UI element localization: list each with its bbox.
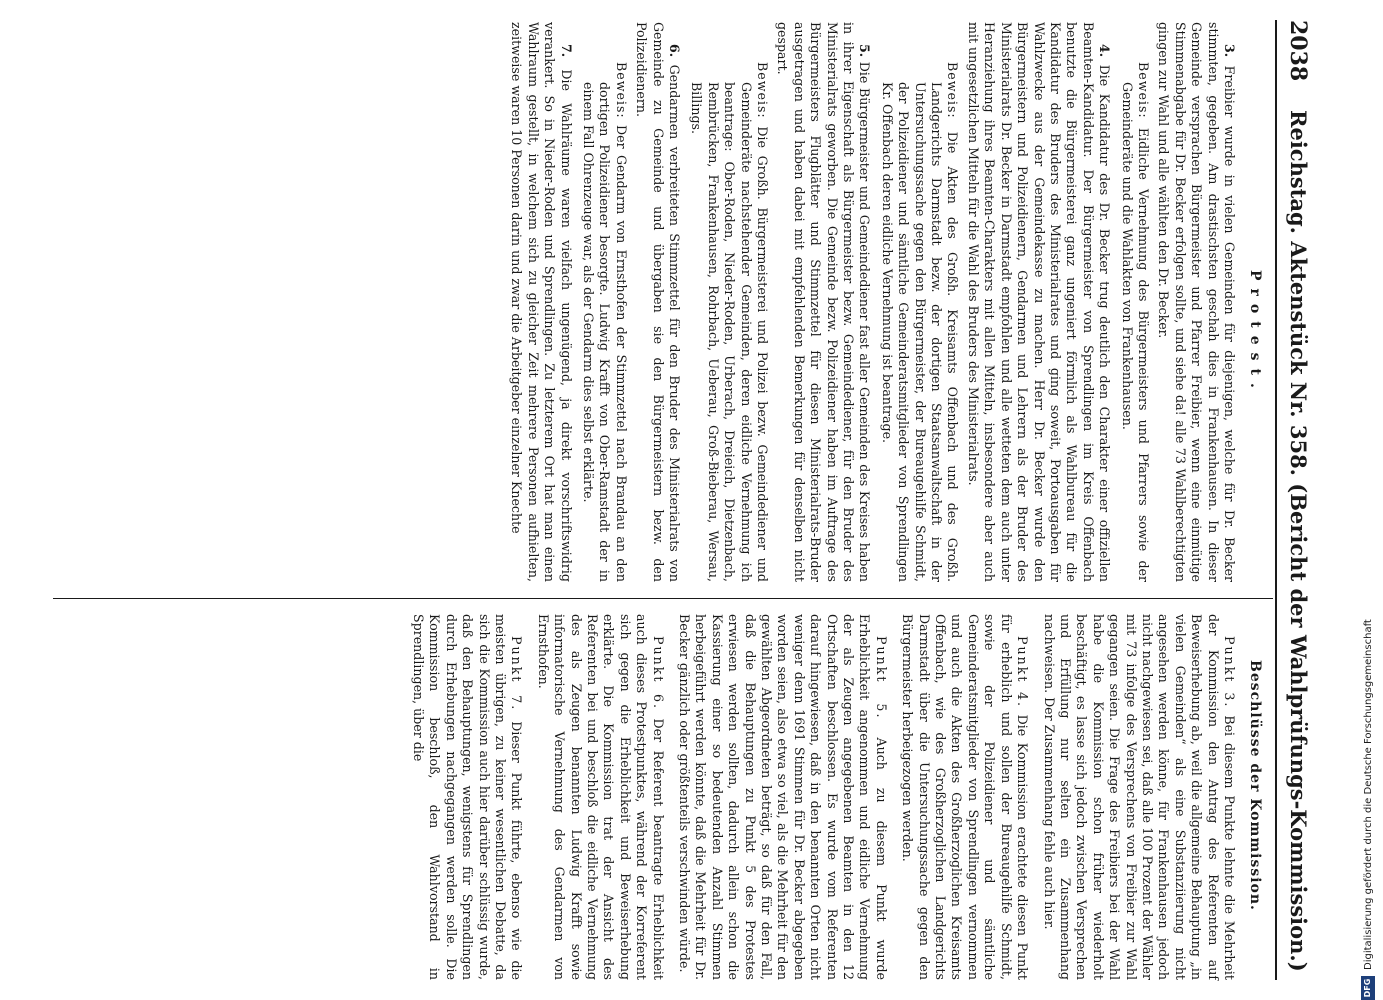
page-number: 2038 — [1285, 20, 1311, 82]
protest-evidence: Beweis: Die Akten des Großh. Kreisamts Offenbach und des Großh. Landgerichts Darmstadt bezw. der dortigen Staatsanwaltschaft in der Untersuchungssache gegen den Bürgermeister, der Bureaugehilfe Schmidt, der Polizeidiener und sämtliche Gemeinderatsmitglieder von Sprendlingen Kr. Offenbach deren eidliche Vernehmung ist beantrage. — [879, 62, 961, 582]
resolution-paragraph: Punkt 6. Der Referent beantragte Erheblichkeit auch dieses Protestpunktes, während der Korreferent sich gegen die Erheblichkeit und Beweiserhebung erklärte. Die Kommission trat der Ansicht des Referenten bei und beschloß die eidliche Vernehmung des als Zeugen benannten Ludwig Krafft sowie informatorische Vernehmung des Gendarmen von Ernsthofen. — [535, 614, 666, 980]
resolutions-column — [400, 614, 1238, 980]
protest-evidence: Beweis: Eidliche Vernehmung des Bürgermeisters und Pfarrers sowie der Gemeinderäte und die Wahlakten von Frankenhausen. — [1119, 62, 1151, 582]
protest-item: 4. Die Kandidatur des Dr. Becker trug deutlich den Charakter einer offiziellen Beamten-Kandidatur. Der Bürgermeister von Sprendlingen im Kreis Offenbach benutzte die Bürgermeisterei ganz ungeniert förmlich als Wahlbureau für die Kandidatur des Bruders des Ministerialrates und ging soweit, Portoausgaben für Wahlzwecke aus der Gemeindekasse zu machen. Herr Dr. Becker wurde den Bürgermeistern und Polizeidienern, Gendarmen und Lehrern als der Bruder des Ministerialrats Dr. Becker in Darmstadt empfohlen und alle wetteten dem auch unter Heranziehung ihres Beamten-Charakters mit allen Mitteln, insbesondere aber auch mit ungesetzlichen Mitteln für die Wahl des Bruders des Ministerialrats. — [965, 22, 1113, 582]
digitization-note-text: Digitalisierung gefördert durch die Deutsche Forschungsgemeinschaft — [1362, 619, 1374, 970]
header-rule — [1275, 20, 1277, 980]
dfg-logo-icon: DFG — [1361, 976, 1375, 1000]
digitization-note — [1361, 619, 1375, 1000]
protest-item: 6. Gendarmen verbreiteten Stimmzettel für den Bruder des Ministerialrats von Gemeinde zu Gemeinde und übergaben sie den Bürgermeistern bezw. den Polizeidienern. — [634, 22, 682, 582]
left-column-heading: Protest. — [1247, 270, 1263, 396]
resolution-paragraph: Punkt 4. Die Kommission erachtete diesen Punkt für erheblich und sollen der Bureaugehilfe Schmidt, sowie der Polizeidiener und sämtliche Gemeinderatsmitglieder von Sprendlingen vernommen und auch die Akten des Großherzoglichen Kreisamts Offenbach, wie des Großherzoglichen Landgerichts Darmstadt über die Untersuchungssache gegen den Bürgermeister herbeigezogen werden. — [900, 614, 1031, 980]
protest-item: 7. Die Wahlräume waren vielfach ungenügend, ja direkt vorschriftswidrig verankert. So in Nieder-Roden und Sprendlingen. Zu letzterem Ort hat man einen Wahlraum gestellt, in welchem sich zu gleicher Zeit mehrere Personen aufhielten, zeitweise waren 10 Personen darin und zwar die Arbeitgeber einzelner Knechte — [509, 22, 574, 582]
resolution-paragraph: Punkt 5. Auch zu diesem Punkt wurde Erheblichkeit angenommen und eidliche Vernehmung der als Zeugen angegebenen Beamten in den 12 Ortschaften beschlossen. Es wurde vom Referenten darauf hingewiesen, daß in den benannten Orten nicht weniger denn 1691 Stimmen für Dr. Becker abgegeben worden seien, also etwa so viel, als die Mehrheit für den gewählten Abgeordneten beträgt, so daß für den Fall, daß die Behauptungen zu Punkt 5 des Protestes erwiesen werden sollten, dadurch allein schon die Kassierung einer so bedeutenden Anzahl Stimmen herbeigeführt werden könnte, daß die Mehrheit für Dr. Becker gänzlich oder größtenteils verschwinden würde. — [677, 614, 889, 980]
resolution-paragraph: Punkt 3. Bei diesem Punkte lehnte die Mehrheit der Kommission den Antrag des Referenten auf Beweiserhebung ab, weil die allgemeine Behauptung „in vielen Gemeinden“ als eine Substanziierung nicht angesehen werden könne, für Frankenhausen jedoch nicht nachgewiesen sei, daß alle 100 Prozent der Wähler mit 73 infolge des Versprechens von Freibier zur Wahl gegangen seien. Die Frage des Freibiers bei der Wahl habe die Kommission schon früher wiederholt beschäftigt, es lasse sich jedoch zwischen Versprechen und Erfüllung nur selten ein Zusammenhang nachweisen. Der Zusammenhang fehle auch hier. — [1041, 614, 1237, 980]
protest-column — [504, 22, 1237, 582]
resolution-paragraph: Punkt 7. Dieser Punkt führte, ebenso wie die meisten übrigen, zu keiner wesentlichen Debatte, da sich die Kommission auch hier darüber schlüssig wurde, daß den Behauptungen, wenigstens für Sprendlingen durch Erhebungen nachgegangen werden solle. Die Kommission beschloß, den Wahlvorstand in Sprendlingen, über die — [410, 614, 525, 980]
page-title: Reichstag. Aktenstück Nr. 358. (Bericht der Wahlprüfungs-Kommission.) — [1286, 110, 1311, 972]
protest-item: 3. Freibier wurde in vielen Gemeinden für diejenigen, welche für Dr. Becker stimmten, gegeben. Am drastischsten geschah dies in Frankenhausen. In dieser Gemeinde versprachen Bürgermeister und Pfarrer Freibier, wenn eine einmütige Stimmenabgabe für Dr. Becker erfolgen sollte, und siehe da! alle 73 Wahlberechtigten gingen zur Wahl und alle wählten den Dr. Becker. — [1156, 22, 1237, 582]
page-header — [1277, 20, 1317, 980]
rotated-document-page — [35, 0, 1335, 1000]
protest-evidence: Beweis: Die Großh. Bürgermeisterei und Polizei bezw. Gemeindediener und Gemeinderäte nachstehender Gemeinden, deren eidliche Vernehmung ich beantrage: Ober-Roden, Nieder-Roden, Urberach, Dreieich, Dietzenbach, Rembrücken, Frankenhausen, Rohrbach, Ueberau, Groß-Bieberau, Wersau, Billings. — [689, 62, 771, 582]
right-column-heading: Beschlüsse der Kommission. — [1247, 660, 1263, 911]
column-divider — [53, 598, 1273, 599]
protest-evidence: Beweis: Der Gendarm von Ernsthofen der Stimmzettel nach Brandau an den dortigen Polizeidiener besorgte. Ludwig Krafft von Ober-Ramstadt der in einem Fall Ohrenzeuge war, als der Gendarm dies selbst erklärte. — [580, 62, 629, 582]
protest-item: 5. Die Bürgermeister und Gemeindediener fast aller Gemeinden des Kreises haben in ihrer Eigenschaft als Bürgermeister bezw. Gemeindediener, für den Bruder des Ministerialrats geworben. Die Gemeinde bezw. Polizeidiener haben im Auftrage des Bürgermeisters Flugblätter und Stimmzettel für diesen Ministerialrats-Bruder ausgetragen und haben dabei mit empfehlenden Bemerkungen für denselben nicht gespart. — [775, 22, 873, 582]
